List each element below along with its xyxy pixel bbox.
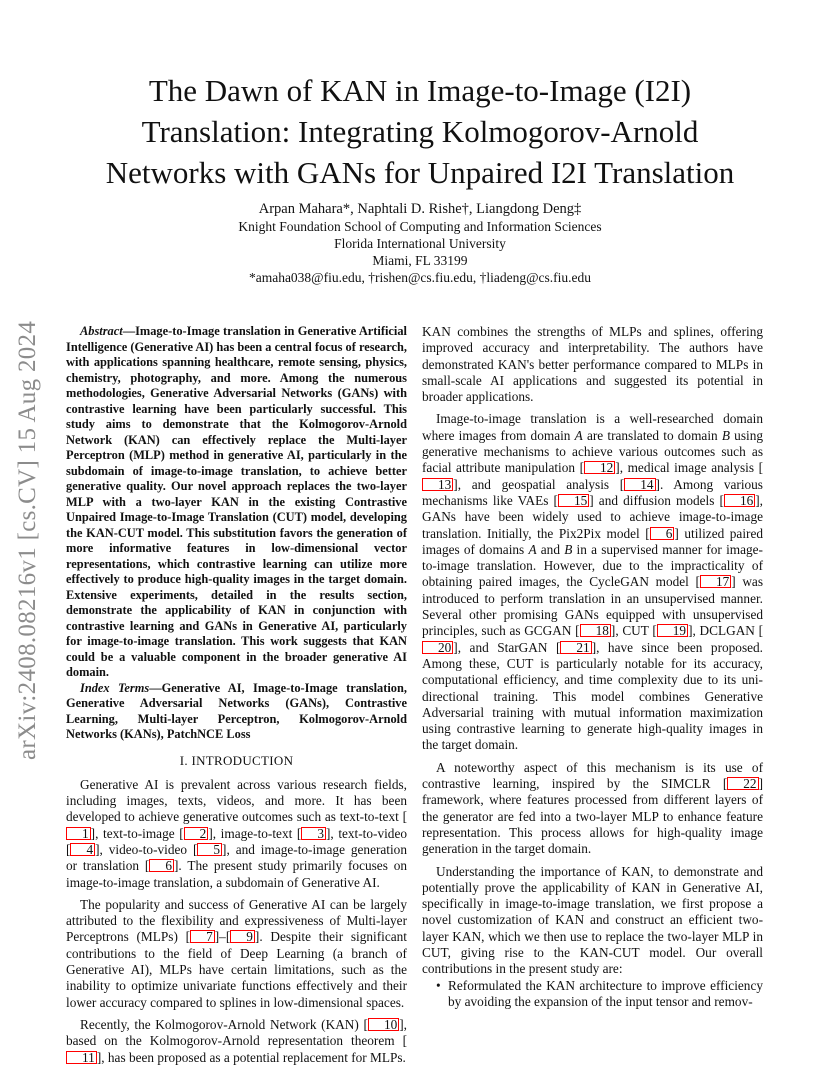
text: , video-to-video (99, 841, 193, 857)
text: , and geospatial analysis (457, 476, 620, 492)
math-variable: A (574, 427, 583, 443)
index-terms-text: —Generative AI, Image-to-Image translation, Generative Adversarial Networks (GANs), Contrastive Learning, Multi-layer Perceptron, Kolmogorov-Arnold Networks (KANs), PatchNCE Loss (66, 680, 407, 741)
intro-paragraph-7: Understanding the importance of KAN, to demonstrate and potentially prove the applicability of KAN in Generative AI, specifically in image-to-image translation, we first propose a novel customization of KAN and construct an efficient two-layer KAN, which we then use to replace the two-layer MLP in CUT, giving rise to the KAN-CUT model. Our overall contributions in the present study are: (422, 863, 763, 977)
text: was introduced to perform translation in an unsupervised manner. Several other promising GANs equipped with unsupervised principles, such as GCGAN (422, 574, 763, 639)
text: A noteworthy aspect of this mechanism is its use of contrastive learning, inspired by the SIMCLR (422, 759, 763, 792)
text: Image-to-image translation is a well-researched domain where images from domain (422, 411, 763, 443)
text: The popularity and success of Generative AI can be largely attributed to the flexibility and expressiveness of Multi-layer Perceptrons (MLPs) (66, 896, 407, 945)
citation-link[interactable]: 7 (190, 930, 215, 943)
text: , and image-to-image generation or translation (66, 841, 407, 874)
text: , DCLGAN (692, 623, 759, 639)
text: , have since been proposed. Among these, CUT is particularly notable for its accuracy, computational efficiency, and time complexity due to its uni-directional training. This model combines Generative Adversarial training with mutual information maximization using contrastive learning to generate high-quality images in the target domain. (422, 639, 763, 753)
text: are translated to domain (582, 427, 722, 443)
text: in a supervised manner for image-to-image translation. However, due to the impracticality of obtaining paired images, the CycleGAN model (422, 541, 763, 590)
citation-link[interactable]: 10 (368, 1018, 399, 1031)
citation-link[interactable]: 6 (650, 527, 675, 540)
text: . Despite their significant contributions to the field of Deep Learning (a branch of Generative AI), MLPs have certain limitations, such as the inability to optimize univariate functions effectively and their lower accuracy compared to splines in low-dimensional spaces. (66, 929, 407, 1010)
citation-link[interactable]: 5 (197, 843, 222, 856)
affiliation-university: Florida International University (334, 236, 506, 251)
text: utilized paired images of domains (422, 525, 763, 557)
citation-link[interactable]: 1 (66, 827, 91, 840)
text: , based on the Kolmogorov-Arnold representation theorem (66, 1016, 407, 1049)
citation-link[interactable]: 20 (422, 641, 453, 654)
citation-link[interactable]: 19 (657, 624, 688, 637)
text: , text-to-video (330, 825, 407, 841)
intro-paragraph-6: A noteworthy aspect of this mechanism is its use of contrastive learning, inspired by the SIMCLR [ 22 ] framework, where features processed from different layers of the generator are fed into a two-layer MLP to enhance feature representation. This process allows for high-quality image generation in the target domain. (422, 759, 763, 857)
affiliation-city: Miami, FL 33199 (372, 253, 468, 268)
citation-link[interactable]: 4 (70, 843, 95, 856)
author-emails[interactable]: *amaha038@fiu.edu, †rishen@cs.fiu.edu, †liadeng@cs.fiu.edu (248, 270, 592, 285)
index-terms (66, 681, 407, 743)
author-names: Arpan Mahara*, Naphtali D. Rishe†, Liangdong Deng‡ (258, 201, 582, 217)
citation-link[interactable]: 13 (422, 478, 453, 491)
text: and (536, 541, 565, 557)
contributions-list (422, 978, 763, 1011)
text: . Among various mechanisms like VAEs (422, 476, 763, 508)
text: framework, where features processed from different layers of the generator are fed into a two-layer MLP to enhance feature representation. This process allows for high-quality image generation in the target domain. (422, 792, 763, 857)
paper-title (60, 70, 780, 193)
text: , has been proposed as a potential replacement for MLPs. (101, 1049, 406, 1065)
title-line: Networks with GANs for Unpaired I2I Translation (105, 155, 735, 190)
math-variable: B (721, 427, 730, 443)
left-column (66, 324, 407, 1066)
title-line: The Dawn of KAN in Image-to-Image (I2I) (148, 73, 692, 108)
citation-link[interactable]: 15 (558, 494, 589, 507)
intro-paragraph-5: Image-to-image translation is a well-researched domain where images from domain A are translated to domain B using generative mechanisms to achieve various outcomes such as facial attribute manipulation [ 12 ], medical image analysis [13 ], and geospatial analysis [ 14 ]. Among various mechanisms like VAEs [ 15 ] and diffusion models [ 16 ], GANs have been widely used to achieve image-to-image translation. Initially, the Pix2Pix model [ 6 ] utilized paired images of domains A and B in a supervised manner for image-to-image translation. However, due to the impracticality of obtaining paired images, the CycleGAN model [ 17 ] was introduced to perform translation in an unsupervised manner. Several other promising GANs equipped with unsupervised principles, such as GCGAN [ 18 ], CUT [ 19 ], DCLGAN [20 ], and StarGAN [ 21 ], have since been proposed. Among these, CUT is particularly notable for its accuracy, computational efficiency, and time complexity due to its uni-directional training. This model combines Generative Adversarial training with mutual information maximization using contrastive learning to generate high-quality images in the target domain. (422, 411, 764, 753)
citation-link[interactable]: 21 (560, 641, 591, 654)
text: , CUT (615, 623, 653, 639)
text: , text-to-image (95, 825, 180, 841)
math-variable: B (564, 541, 573, 557)
citation-link[interactable]: 6 (149, 859, 174, 872)
affiliation-school: Knight Foundation School of Computing and Information Sciences (238, 219, 602, 234)
text: , and StarGAN (457, 639, 556, 655)
math-variable: A (528, 541, 537, 557)
citation-link[interactable]: 22 (727, 777, 758, 790)
citation-link[interactable]: 14 (624, 478, 655, 491)
text: and diffusion models (593, 492, 720, 508)
citation-link[interactable]: 18 (580, 624, 611, 637)
text: – (219, 929, 226, 945)
citation-link[interactable]: 9 (230, 930, 255, 943)
citation-link[interactable]: 17 (700, 575, 731, 588)
abstract (66, 324, 407, 681)
intro-paragraph-4: KAN combines the strengths of MLPs and splines, offering improved accuracy and interpretability. The authors have demonstrated KAN's better performance compared to MLPs in small-scale AI applications and suggested its potential in broader applications. (422, 324, 763, 405)
section-heading-introduction: I. INTRODUCTION (179, 752, 294, 768)
text: . The present study primarily focuses on image-to-image translation, a subdomain of Generative AI. (66, 858, 407, 890)
text: , medical image analysis (619, 460, 759, 476)
title-line: Translation: Integrating Kolmogorov-Arnold (141, 114, 699, 149)
citation-link[interactable]: 16 (724, 494, 755, 507)
text: using generative mechanisms to achieve various outcomes such as facial attribute manipulation (422, 427, 763, 476)
citation-link[interactable]: 2 (184, 827, 209, 840)
index-terms-lead: Index Terms (80, 680, 150, 695)
citation-link[interactable]: 3 (301, 827, 326, 840)
abstract-text: —Image-to-Image translation in Generative Artificial Intelligence (Generative AI) has been a central focus of research, with applications spanning healthcare, remote sensing, physics, chemistry, photography, and more. Among the numerous methodologies, Generative Adversarial Networks (GANs) with contrastive learning have been particularly successful. This study aims to demonstrate that the Kolmogorov-Arnold Network (KAN) can effectively replace the Multi-layer Perceptron (MLP) method in generative AI, particularly in the subdomain of image-to-image translation, to achieve better generative quality. Our novel approach replaces the two-layer MLP with a two-layer KAN in the existing Contrastive Unpaired Image-to-Image Translation (CUT) model, developing the KAN-CUT model. This substitution favors the generation of more informative features in low-dimensional vector representations, which contrastive learning can utilize more effectively to produce high-quality images in the target domain. Extensive experiments, detailed in the results section, demonstrate the applicability of KAN in conjunction with contrastive learning and GANs in Generative AI, particularly for image-to-image translation. This work suggests that KAN could be a valuable component in the broader generative AI domain. (66, 324, 407, 679)
text: Generative AI is prevalent across various research fields, including images, texts, videos, and more. It has been developed to achieve generative outcomes such as text-to-text (66, 776, 407, 825)
text: , image-to-text (212, 825, 297, 841)
author-block (150, 200, 690, 286)
right-column (422, 324, 763, 1010)
citation-link[interactable]: 11 (66, 1051, 97, 1064)
intro-paragraph-2: The popularity and success of Generative AI can be largely attributed to the flexibility and expressiveness of Multi-layer Perceptrons (MLPs) [ 7 ]–[ 9 ]. Despite their significant contributions to the field of Deep Learning (a branch of Generative AI), MLPs have certain limitations, such as the inability to optimize univariate functions effectively and their lower accuracy compared to splines in low-dimensional spaces. (66, 896, 407, 1010)
text: , GANs have been widely used to achieve image-to-image translation. Initially, the Pix2Pix model (422, 492, 763, 541)
citation-link[interactable]: 12 (584, 461, 615, 474)
text: Recently, the Kolmogorov-Arnold Network (KAN) (80, 1016, 364, 1032)
abstract-lead: Abstract (80, 324, 123, 338)
intro-paragraph-1: Generative AI is prevalent across various research fields, including images, texts, videos, and more. It has been developed to achieve generative outcomes such as text-to-text [1 ], text-to-image [ 2 ], image-to-text [ 3 ], text-to-video [ 4 ], video-to-video [ 5 ], and image-to-image generation or translation [ 6 ]. The present study primarily focuses on image-to-image translation, a subdomain of Generative AI. (66, 776, 407, 890)
contribution-item: • Reformulated the KAN architecture to improve efficiency by avoiding the expansion of the input tensor and remov- (438, 978, 763, 1011)
intro-paragraph-3: Recently, the Kolmogorov-Arnold Network (KAN) [ 10 ], based on the Kolmogorov-Arnold representation theorem [11 ], has been proposed as a potential replacement for MLPs. (66, 1016, 407, 1065)
arxiv-identifier: arXiv:2408.08216v1 [cs.CV] 15 Aug 2024 (14, 320, 41, 760)
